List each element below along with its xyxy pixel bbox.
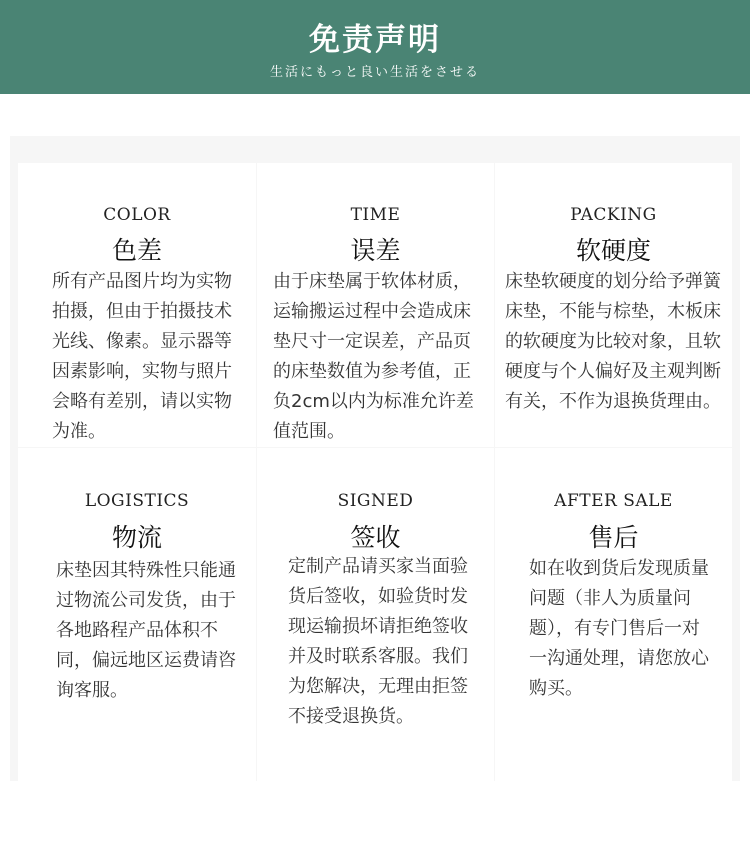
card-zh-title: 物流 bbox=[111, 523, 162, 552]
card-body: 如在收到货后发现质量问题（非人为质量问题），有专门售后一对一沟通处理，请您放心购买。 bbox=[529, 558, 709, 699]
card-signed bbox=[257, 448, 494, 781]
card-en-title: PACKING bbox=[570, 205, 657, 225]
card-packing bbox=[495, 163, 732, 447]
card-zh-title: 软硬度 bbox=[575, 236, 651, 265]
page-title: 免责声明 bbox=[309, 22, 441, 58]
card-body: 定制产品请买家当面验货后签收，如验货时发现运输损坏请拒绝签收并及时联系客服。我们为您解决，无理由拒签不接受退换货。 bbox=[288, 556, 468, 727]
card-color bbox=[18, 163, 256, 447]
card-zh-title: 签收 bbox=[350, 523, 401, 552]
card-en-title: SIGNED bbox=[337, 491, 414, 511]
card-logistics bbox=[18, 448, 256, 781]
card-en-title: COLOR bbox=[103, 205, 171, 225]
card-body: 床垫因其特殊性只能通过物流公司发货，由于各地路程产品体积不同，偏远地区运费请咨询客服。 bbox=[56, 560, 236, 701]
card-time bbox=[257, 163, 494, 447]
card-body: 床垫软硬度的划分给予弹簧床垫，不能与棕垫，木板床的软硬度为比较对象，且软硬度与个人偏好及主观判断有关，不作为退换货理由。 bbox=[505, 271, 721, 412]
card-en-title: TIME bbox=[350, 205, 401, 225]
card-body: 由于床垫属于软体材质，运输搬运过程中会造成床垫尺寸一定误差，产品页的床垫数值为参考值，正负2cm以内为标准允许差值范围。 bbox=[273, 271, 474, 442]
card-after-sale bbox=[495, 448, 732, 781]
page-subtitle: 生活にもっと良い生活をさせる bbox=[269, 65, 480, 80]
card-zh-title: 色差 bbox=[111, 236, 162, 265]
header-banner bbox=[0, 0, 750, 94]
card-zh-title: 误差 bbox=[350, 236, 401, 265]
card-en-title: AFTER SALE bbox=[554, 491, 673, 511]
card-zh-title: 售后 bbox=[588, 523, 639, 552]
card-en-title: LOGISTICS bbox=[84, 491, 190, 511]
card-body: 所有产品图片均为实物拍摄，但由于拍摄技术光线、像素。显示器等因素影响，实物与照片会略有差别，请以实物为准。 bbox=[52, 271, 232, 442]
